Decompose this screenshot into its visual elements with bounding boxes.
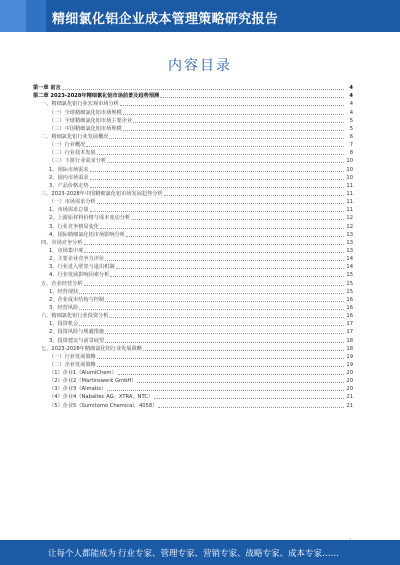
toc-entry-label: （一）行业发展策略 <box>49 353 96 360</box>
toc-entry-page: 14 <box>346 264 353 271</box>
toc-entry-label: 三、2023-2028年中国精细氯化铝市场发展趋势分析 <box>41 190 163 197</box>
toc-dot-leader <box>90 211 344 212</box>
toc-entry-page: 13 <box>346 239 353 246</box>
toc-entry-page: 4 <box>349 101 353 108</box>
toc-entry[interactable] <box>33 255 353 263</box>
toc-entry-page: 11 <box>346 190 353 197</box>
toc-entry-page: 5 <box>349 117 353 124</box>
toc-entry-label: 一、精细氯化铝行业宏观市场分析 <box>41 101 119 108</box>
toc-entry-label: 四、市场竞争分析 <box>41 239 83 246</box>
toc-entry-label: （5）企业5（Sumitomo Chemical、4058） <box>49 402 158 409</box>
toc-entry[interactable] <box>33 336 353 344</box>
toc-entry-label: （二）全球精细氯化铝市场主要企业 <box>49 117 133 124</box>
toc-entry[interactable] <box>33 182 353 190</box>
toc-entry[interactable] <box>33 263 353 271</box>
toc-entry[interactable] <box>33 279 353 287</box>
toc-entry[interactable] <box>33 377 353 385</box>
toc-entry[interactable] <box>33 108 353 116</box>
toc-entry[interactable] <box>33 117 353 125</box>
toc-entry[interactable] <box>33 165 353 173</box>
toc-entry[interactable] <box>33 190 353 198</box>
toc-entry-page: 17 <box>346 321 353 328</box>
toc-entry-page: 4 <box>349 109 353 116</box>
toc-dot-leader <box>105 301 344 302</box>
toc-dot-leader <box>158 407 344 408</box>
toc-heading: 内容目录 <box>168 58 232 74</box>
toc-entry-page: 16 <box>346 304 353 311</box>
toc-entry-label: 七、2023-2028年精细氯化铝行业发展战略 <box>41 345 142 352</box>
toc-entry-label: （三）中国精细氯化铝市场规模 <box>49 125 122 132</box>
toc-entry[interactable] <box>33 401 353 409</box>
toc-entry-page: 13 <box>346 247 353 254</box>
header-bar <box>0 0 400 32</box>
toc-entry-label: 1、投资机会 <box>49 321 79 328</box>
toc-entry-label: 4、国际精细氯化铝市场影响分析 <box>49 231 125 238</box>
toc-entry[interactable] <box>33 100 353 108</box>
toc-entry-page: 11 <box>346 199 353 206</box>
toc-dot-leader <box>109 138 344 139</box>
toc-entry-label: 1、国际市场需求 <box>49 166 89 173</box>
toc-entry-page: 20 <box>346 386 353 393</box>
toc-entry[interactable] <box>33 288 353 296</box>
table-of-contents <box>33 84 353 410</box>
toc-entry-label: （二）企业发展策略 <box>49 361 96 368</box>
toc-entry[interactable] <box>33 174 353 182</box>
toc-dot-leader <box>79 309 344 310</box>
toc-entry-label: （一）市场需求分析 <box>49 199 96 206</box>
toc-dot-leader <box>90 171 344 172</box>
toc-entry[interactable] <box>33 133 353 141</box>
toc-entry-page: 4 <box>349 85 353 92</box>
toc-dot-leader <box>79 325 344 326</box>
toc-entry-page: 13 <box>346 231 353 238</box>
toc-dot-leader <box>109 317 344 318</box>
toc-dot-leader <box>97 366 344 367</box>
toc-dot-leader <box>97 358 344 359</box>
toc-entry-page: 21 <box>346 394 353 401</box>
toc-entry[interactable] <box>33 369 353 377</box>
toc-entry-label: （2）企业2（Martinswerk GmbH） <box>49 378 137 385</box>
toc-entry-label: 二、精细氯化铝行业发展概况 <box>41 133 109 140</box>
toc-entry-page: 6 <box>349 133 353 140</box>
toc-dot-leader <box>86 146 344 147</box>
toc-entry[interactable] <box>33 385 353 393</box>
toc-entry[interactable] <box>33 239 353 247</box>
toc-entry[interactable] <box>33 345 353 353</box>
toc-entry-label: （二）行业技术发展 <box>49 150 96 157</box>
toc-entry-label: 2、上游原材料价格与成本变动分析 <box>49 215 131 222</box>
toc-entry-page: 12 <box>346 215 353 222</box>
toc-entry[interactable] <box>33 361 353 369</box>
toc-entry[interactable] <box>33 125 353 133</box>
toc-entry[interactable] <box>33 84 353 92</box>
toc-entry-label: 1、经营现状 <box>49 288 79 295</box>
toc-dot-leader <box>100 228 344 229</box>
toc-dot-leader <box>143 350 344 351</box>
toc-entry[interactable] <box>33 206 353 214</box>
toc-entry-page: 5 <box>349 125 353 132</box>
toc-dot-leader <box>105 333 344 334</box>
toc-entry-page: 18 <box>346 337 353 344</box>
toc-entry-label: 3、投资建议与前景展望 <box>49 337 105 344</box>
toc-entry-label: 2、投资风险与规避措施 <box>49 329 105 336</box>
toc-dot-leader <box>116 268 344 269</box>
toc-entry-label: （一）全球精细氯化铝市场规模 <box>49 109 122 116</box>
toc-entry-label: （4）企业4（Nabaltec AG、XTRA、NTC） <box>49 394 154 401</box>
footer-slogan: 让每个人都能成为 <box>48 549 117 559</box>
toc-entry[interactable] <box>33 92 353 100</box>
toc-entry-label: 1、市场需求总量 <box>49 207 89 214</box>
toc-entry-page: 18 <box>346 345 353 352</box>
toc-dot-leader <box>126 236 344 237</box>
toc-entry-page: 7 <box>349 142 353 149</box>
toc-entry-label: 第一章 前言 <box>33 85 61 92</box>
toc-dot-leader <box>84 252 344 253</box>
toc-dot-leader <box>123 130 344 131</box>
toc-dot-leader <box>123 114 344 115</box>
toc-dot-leader <box>90 187 344 188</box>
footer-tagline: 行业专家、管理专家、营销专家、战略专家、成本专家…… <box>118 549 340 559</box>
toc-entry[interactable] <box>33 328 353 336</box>
toc-entry-label: （三）下游行业需求分析 <box>49 158 107 165</box>
toc-entry-page: 14 <box>346 256 353 263</box>
toc-entry-label: 3、行业进入壁垒与退出机制 <box>49 264 115 271</box>
toc-dot-leader <box>105 342 344 343</box>
toc-entry-label: 1、市场集中度 <box>49 247 84 254</box>
toc-entry-page: 11 <box>346 207 353 214</box>
toc-entry-label: 3、经营风险 <box>49 304 79 311</box>
footer-bar <box>0 540 400 565</box>
toc-entry-page: 21 <box>346 402 353 409</box>
toc-entry-label: 3、行业竞争格局变化 <box>49 223 99 230</box>
toc-dot-leader <box>84 285 344 286</box>
toc-entry-label: （3）企业3（Almatis） <box>49 386 107 393</box>
toc-entry-label: 4、行业发展影响因素分析 <box>49 272 110 279</box>
toc-entry-page: 10 <box>346 174 353 181</box>
toc-dot-leader <box>160 97 344 98</box>
toc-entry-page: 15 <box>346 272 353 279</box>
toc-dot-leader <box>62 89 344 90</box>
toc-entry[interactable] <box>33 198 353 206</box>
toc-entry-page: 11 <box>346 182 353 189</box>
toc-entry-page: 10 <box>346 166 353 173</box>
toc-entry-label: （1）企业1（AlumiChem） <box>49 370 117 377</box>
toc-dot-leader <box>97 203 344 204</box>
toc-entry-page: 16 <box>346 296 353 303</box>
toc-entry-page: 19 <box>346 361 353 368</box>
toc-dot-leader <box>131 219 344 220</box>
toc-entry-label: 六、精细氯化铝行业投资分析 <box>41 313 109 320</box>
toc-entry[interactable] <box>33 149 353 157</box>
toc-entry-page: 12 <box>346 223 353 230</box>
toc-entry-page: 15 <box>346 280 353 287</box>
toc-dot-leader <box>164 195 344 196</box>
toc-entry[interactable] <box>33 222 353 230</box>
toc-entry-page: 15 <box>346 288 353 295</box>
toc-entry-page: 20 <box>346 370 353 377</box>
toc-dot-leader <box>118 374 344 375</box>
toc-entry-page: 17 <box>346 329 353 336</box>
toc-entry-label: 2、企业成本结构与控制 <box>49 296 105 303</box>
toc-dot-leader <box>110 276 344 277</box>
toc-dot-leader <box>120 105 344 106</box>
toc-entry-page: 19 <box>346 353 353 360</box>
report-title: 精细氯化铝企业成本管理策略研究报告 <box>52 12 279 27</box>
toc-entry[interactable] <box>33 296 353 304</box>
toc-entry-page: 8 <box>349 150 353 157</box>
toc-entry-label: 2、国内市场需求 <box>49 174 89 181</box>
toc-dot-leader <box>137 382 344 383</box>
toc-entry[interactable] <box>33 157 353 165</box>
toc-entry[interactable] <box>33 353 353 361</box>
toc-entry-page: 4 <box>349 93 353 100</box>
toc-entry-label: （一）行业概况 <box>49 142 86 149</box>
toc-entry[interactable] <box>33 271 353 279</box>
toc-entry[interactable] <box>33 247 353 255</box>
toc-dot-leader <box>105 260 344 261</box>
toc-entry-label: 3、产品价格走势 <box>49 182 89 189</box>
toc-dot-leader <box>97 154 344 155</box>
toc-entry-label: 2、主要企业竞争力评价 <box>49 256 105 263</box>
toc-entry[interactable] <box>33 141 353 149</box>
toc-entry[interactable] <box>33 393 353 401</box>
toc-dot-leader <box>107 390 344 391</box>
toc-entry-label: 第二章 2023-2028年精细氯化铝市场前景及趋势预测 <box>33 93 160 100</box>
toc-entry[interactable] <box>33 214 353 222</box>
toc-entry[interactable] <box>33 231 353 239</box>
toc-dot-leader <box>79 293 344 294</box>
toc-entry-label: 五、企业经营分析 <box>41 280 83 287</box>
header-accent-stripe-inner <box>0 0 26 32</box>
toc-entry[interactable] <box>33 312 353 320</box>
toc-dot-leader <box>107 162 344 163</box>
toc-dot-leader <box>133 122 344 123</box>
toc-entry-page: 16 <box>346 313 353 320</box>
toc-entry-page: 20 <box>346 378 353 385</box>
toc-entry[interactable] <box>33 320 353 328</box>
toc-dot-leader <box>90 179 344 180</box>
toc-entry[interactable] <box>33 304 353 312</box>
toc-entry-page: 10 <box>346 158 353 165</box>
toc-dot-leader <box>154 398 344 399</box>
toc-dot-leader <box>84 244 344 245</box>
